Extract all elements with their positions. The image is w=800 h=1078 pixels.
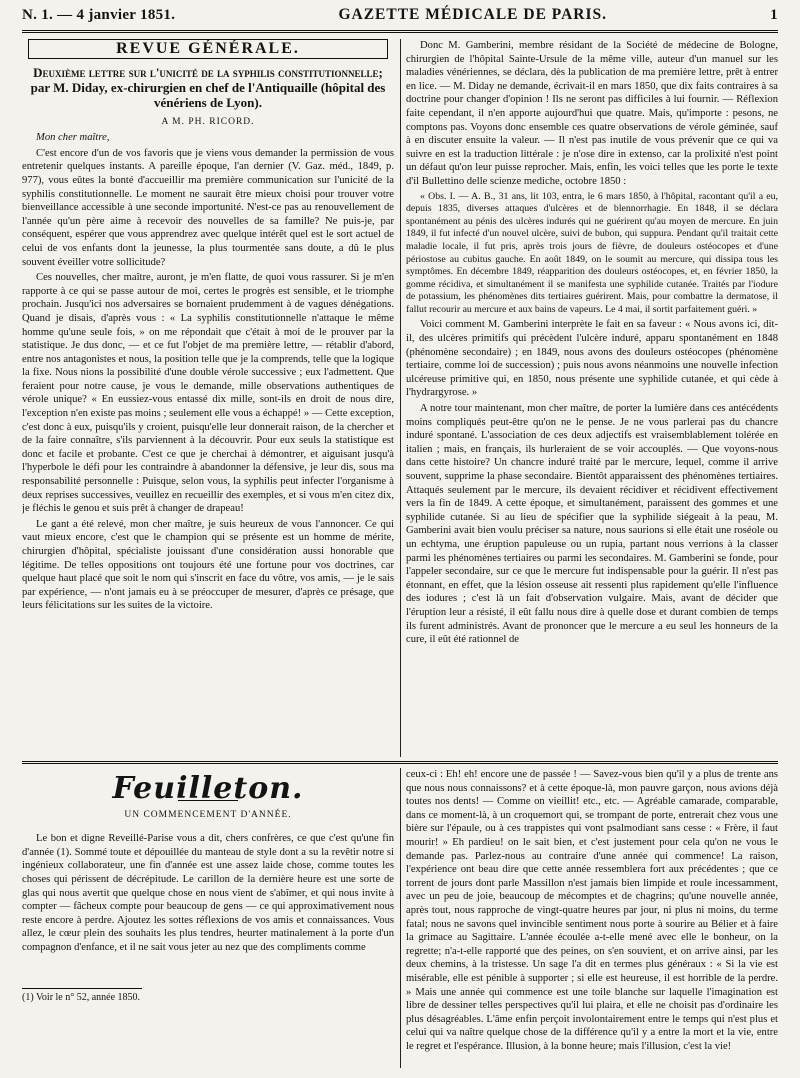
feuilleton-section	[22, 768, 778, 1068]
left-column	[22, 39, 394, 757]
salutation: Mon cher maître,	[36, 132, 110, 144]
addressee: A M. PH. RICORD.	[161, 116, 255, 127]
journal-title: GAZETTE MÉDICALE DE PARIS.	[338, 6, 608, 23]
feuilleton-subtitle: UN COMMENCEMENT D'ANNÉE.	[124, 809, 292, 820]
feuilleton-title: Feuilleton.	[112, 771, 304, 806]
paragraph: ceux-ci : Eh! eh! encore une de passée ! — Savez-vous bien qu'il y a plus de trente ans que nous nous connaissons? et à cette époque-là, mon pauvre garçon, nous avions déjà toutes nos dents! — Comme on vieillit! etc., etc. — Agréable camarade, comparable, dans ce moment-là, à un croquemort qui, se trompant de porte, entrerait chez vous une bière sur l'épaule, ou à ces trappistes qui vont psalmodiant sans cesse : « Frère, il faut mourir! » Eh pardieu! on le sait bien, et c'est justement pour cela qu'on ne vous le demande pas. Parlez-nous au contraire d'une année qui commence! La raison, l'expérience ont beau dire que cette année ressemblera fort aux précédentes ; que ce torrent de jours dont parle Massillon n'est jamais bien limpide et roule incessamment, avec un peu de joie, beaucoup de mécomptes et de chagrins; qu'une nouvelle année, après tout, nous rapproche de vingt-quatre heures par jour, ni plus ni moins, du terme fatal; nous ne savons quel invincible sentiment nous porte à sourire au Bélier et à faire la grimace au Sagittaire. L'année écoulée a-t-elle mené avec elle le bonheur, on la regrette; n'a-t-elle rapporté que des peines, on s'en souvient, et on arrive ainsi, par les deux chemins, à la tristesse. Un sage l'a dit en termes plus généraux : « Si la vie est misérable, elle est pénible à supporter ; si elle est heureuse, il est horrible de la perdre. » Mais une année qui commence est une toile blanche sur laquelle l'imagination est libre de dessiner telles perspectives qu'il lui plaira, et elle ne choisit pas d'ordinaire les plus désagréables. L'âme enfin perçoit involontairement entre le temps qui n'est plus et celui qui va naître quelque chose de la différence qu'il y a entre la mort et la vie, entre le regret et l'espérance. Illusion, à la bonne heure; mais l'illusion, c'est la vie!	[406, 769, 778, 1052]
feuilleton-right-column	[406, 768, 778, 1068]
masthead	[22, 6, 778, 28]
right-column	[406, 39, 778, 757]
feuilleton-divider	[22, 761, 778, 764]
section-title: REVUE GÉNÉRALE.	[28, 39, 388, 59]
paragraph: Voici comment M. Gamberini interprète le fait en sa faveur : « Nous avons ici, dit-il, des ulcères primitifs qui précèdent l'ulcère induré, apparu spontanément en 1848 (phénomène secondaire) ; en 1849, nous avons des douleurs ostéocopes (phénomène tertiaire, comme loi de succession) ; puis nous avons néanmoins une nouvelle infection ulcéreuse primitive qui, en 1850, nous présente une syphilide cutanée, et qui cède à l'hydrargyrose. »	[406, 319, 778, 399]
masthead-rule	[22, 30, 778, 33]
observation-quote: « Obs. I. — A. B., 31 ans, lit 103, entra, le 6 mars 1850, à l'hôpital, racontant qu'il a eu, depuis 1835, diverses attaques d'ulcères et de blennorrhagie. En 1848, il se déclara spontanément au pénis des ulcères indurés qui ne guérirent qu'au moyen de mercure. En juin 1849, il fut infecté d'un nouvel ulcère, suivi de bubon, qui suppura. Pendant qu'il traitait cette maladie locale, il fut pris, après trois jours de fièvre, de douleurs ostéocopes et d'une périostose au cubitus gauche. En août 1849, on le soumit au mercure, qui dissipa tous les symptômes. En décembre 1849, réapparition des douleurs ostéocopes, et, en février 1850, la gomme récidiva, et simultanément il se manifesta une syphilide cutanée. Traités par l'iodure de potassium, les phénomènes dits tertiaires guérirent. Mais, pour combattre la dermatose, il fallut recourir au mercure et aux bains de vapeurs. Le 4 mai, il sortit parfaitement guéri. »	[406, 190, 778, 315]
paragraph: Le gant a été relevé, mon cher maître, je suis heureux de vous l'annoncer. Ce qui vaut mieux encore, c'est que le champion qui se présente est un homme de mérite, chirurgien d'hôpital, spécialiste jouissant d'une considération aussi honorable que légitime. De telles oppositions ont toujours été une fortune pour vos doctrines, car quelque haut placé que soit le nom qui s'inscrit en face du vôtre, vos amis, — je le sais par expérience, — n'ont jamais eu à se préoccuper de mesurer, d'après ce présage, que leurs félicitations sur les suites de la victoire.	[22, 518, 394, 612]
page-number: 1	[770, 7, 778, 23]
paragraph: C'est encore d'un de vos favoris que je viens vous demander la permission de vous entretenir quelques instants. A pareille époque, l'an dernier (V. Gaz. méd., 1849, p. 977), vous eûtes la bonté d'accueillir ma première communication sur l'unicité de la syphilis constitutionnelle. Le moment ne saurait être mieux choisi pour trouver votre bienveillance accessible à une seconde importunité. N'est-ce pas au renouvellement de l'année qu'un père aime à recevoir des nouvelles de sa famille? Ne puis-je, par conséquent, espérer que vous apprendrez avec quelque intérêt quel est le sort actuel de celui de vos enfants dont la jeunesse, la plus tourmentée sans doute, a dû le plus souvent éveiller votre sollicitude?	[22, 147, 394, 268]
article-title: Deuxième lettre sur l'unicité de la syphilis constitutionnelle; par M. Diday, ex-chirurgien en chef de l'Antiquaille (hôpital des vénériens de Lyon).	[30, 64, 386, 110]
main-columns	[22, 39, 778, 757]
paragraph: Donc M. Gamberini, membre résidant de la Société de médecine de Bologne, chirurgien de l'hôpital Sainte-Ursule de la même ville, auteur d'un manuel sur les maladies vénériennes, se déclara, dès la publication de ma première lettre, prêt à entrer en lice. — M. Diday ne demande, écrivait-il en mars 1850, que dix faits contraires à sa doctrine pour changer d'opinion ! Ils ne seront pas difficiles à lui fournir. — Réflexion faite cependant, il n'en apporte aujourd'hui que quatre. Mais, qu'importe : pesons, ne comptons pas. Voyons donc ensemble ces quatre observations de vérole géminée, sauf à en discuter ensuite la valeur. — Il n'est pas inutile de vous prévenir que ce qui va suivre en est la traduction littérale : je n'ose dire in extenso, car la prolixité n'est point un défaut qu'on leur puisse reprocher. Mais, enfin, les voici telles que les porte le texte d'il Bullettino delle scienze mediche, octobre 1850 :	[406, 40, 778, 187]
paragraph: Ces nouvelles, cher maître, auront, je m'en flatte, de quoi vous rassurer. Si je m'en rapporte à ce qui se passe autour de moi, certes le progrès est sensible, et le triomphe prochain. Jusqu'ici nos adversaires se bornaient prudemment à de vagues dénégations. Quand je disais, d'après vous : « La syphilis constitutionnelle n'attaque le même homme qu'une seule fois, » on me répondait que c'était à moi de le prouver par la statistique. Je dus donc, — et ce fut l'objet de ma première lettre, — rétablir d'abord, entre nos antagonistes et nous, la position telle que je la comprends, telle que la logique la fixe. Nous nions la possibilité d'une double vérole successive ; eux l'admettent. Que feraient pour notre cause, je vous le demande, mille observations authentiques de vérole unique? « En eussiez-vous entassé dix mille, sont-ils en droit de nous dire, l'exception n'en existe pas moins ; seulement elle vous a échappé! » — Cette exception, c'est donc à eux, puisqu'ils y croient, puisqu'elle leur donnerait raison, de la chercher et de la faire connaître, s'ils parviennent à la découvrir. Pour eux seuls la statistique est donc et facile et probante. C'est ce que je cherchai à démontrer, et aiguisant jusqu'à l'hyperbole le défi pour les contraindre à abandonner la défensive, je leur dis, sous ma responsabilité personnelle : Puisque, selon vous, la syphilis peut infecter l'organisme à deux reprises successives, veuillez en recueillir des exemples, et si vous m'en citez dix, je fléchis le genou et suis prêt à changer de drapeau!	[22, 272, 394, 515]
paragraph: A notre tour maintenant, mon cher maître, de porter la lumière dans ces antécédents moins compliqués peut-être qu'on ne le pense. Je ne vous parlerai pas du chancre induré spontané. L'association de ces deux adjectifs est vraisemblablement tolérée en italien ; mais, en français, ils hurleraient de se voir accouplés. — Que voyons-nous dans cette histoire? Un chancre induré traité par le mercure, lequel, comme il arrive souvent, supprime la phase secondaire. Bientôt apparaissent des phénomènes tertiaires. Attaqués seulement par le mercure, ils devaient récidiver et récidivent effectivement vers la fin de 1849. A cette époque, et simultanément, paraissent des gommes et une syphilide cutanée. Si au lieu de spécifier que la syphilide siégeait à la peau, M. Gamberini avait bien voulu préciser sa nature, nous saurions si elle était une roséole ou un echtyma, une éruption papuleuse ou un rupia, partant nous verrions à la classer parmi les phénomènes tertiaires ou parmi les secondaires. M. Gamberini se fonde, pour l'appeler secondaire, sur ce que le mercure fut indispensable pour la guérir. Il n'est pas étonnant, en effet, que la lésion osseuse ait ressenti plus rapidement qu'elle l'influence des iodures ; c'est là un fait d'observation vulgaire. Mais, avant de décider que l'éruption leur a résisté, il eût fallu nous dire à quelle dose et durant combien de temps ils furent administrés. Avant de prononcer que le mercure a eu seul les honneurs de la cure, il eût été rationnel de	[406, 403, 778, 646]
footnote-rule	[22, 988, 142, 989]
column-divider	[400, 768, 401, 1068]
paragraph: Le bon et digne Reveillé-Parise vous a dit, chers confrères, ce que c'est qu'une fin d'année (1). Sommé toute et dépouillée du manteau de style dont a su la revêtir notre si ingénieux collaborateur, une fin d'année est une assez laide chose, comme toutes les choses qui périssent de décrépitude. Le carillon de la dernière heure est une sorte de glas qui nous avertit que quelque chose en nous vient de s'abîmer, et qui nous invite à compter — fâcheux compte pour beaucoup de gens — ce qui approximativement nous reste encore à perdre. Ajoutez les sottes réflexions de vos amis et connaissances. Vous allez, le cœur plein des souhaits les plus tendres, heurter matinalement à la porte d'un compagnon d'enfance, et il ne sait vous jeter au nez que des compliments comme	[22, 833, 394, 953]
issue-date: N. 1. — 4 janvier 1851.	[22, 7, 176, 23]
column-divider	[400, 39, 401, 757]
footnote: (1) Voir le n° 52, année 1850.	[22, 992, 141, 1004]
feuilleton-left-column	[22, 768, 394, 1068]
